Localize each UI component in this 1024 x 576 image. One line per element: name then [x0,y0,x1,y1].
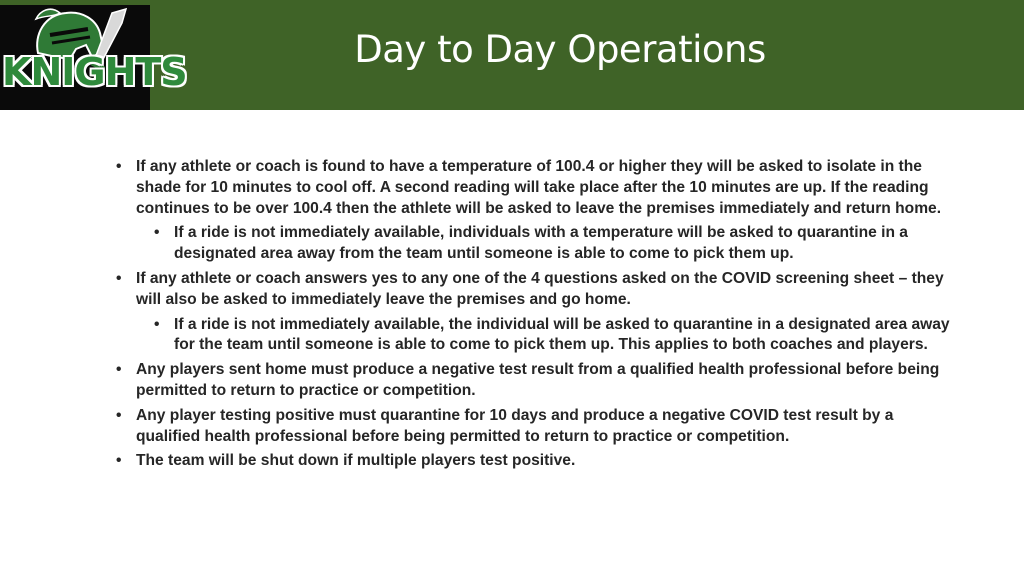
bullet-marker: • [154,224,160,242]
bullet-text: If any athlete or coach is found to have a temperature of 100.4 or higher they will be asked to isolate in the shade for 10 minutes to cool off. A second reading will take place after the 10 minutes are up. If the reading continues to be over 100.4 then the athlete will be asked to leave the premises immediately and return home. [136,158,942,217]
bullet-item [112,157,952,219]
bullet-text: If a ride is not immediately available, the individual will be asked to quarantine in a designated area away for the team until someone is able to come to pick them up. This applies to both coaches and players. [174,315,950,354]
bullet-marker: • [116,406,122,424]
bullet-marker: • [116,452,122,470]
bullet-text: Any players sent home must produce a negative test result from a qualified health professional before being permitted to return to practice or competition. [136,361,940,399]
sub-bullet-item [150,223,952,265]
bullet-marker: • [154,315,160,333]
bullet-marker: • [116,158,122,175]
bullet-item [112,269,952,311]
bullet-text: Any player testing positive must quarantine for 10 days and produce a negative COVID test result by a qualified health professional before being permitted to return to practice or competition. [136,406,894,445]
slide-header [0,0,1024,110]
bullet-list [112,157,952,476]
bullet-item [112,406,952,448]
bullet-marker: • [116,269,122,287]
bullet-marker: • [116,361,122,379]
slide-title: Day to Day Operations [354,28,766,71]
bullet-text: If any athlete or coach answers yes to any one of the 4 questions asked on the COVID screening sheet – they will also be asked to immediately leave the premises and go home. [136,269,944,308]
logo-wordmark: KNIGHTS [2,50,187,94]
sub-bullet-item [150,315,952,357]
bullet-item [112,360,952,402]
knights-logo [0,5,187,110]
bullet-text: The team will be shut down if multiple players test positive. [136,452,576,470]
bullet-text: If a ride is not immediately available, individuals with a temperature will be asked to quarantine in a designated area away from the team until someone is able to come to pick them up. [174,224,908,263]
bullet-item [112,451,952,472]
